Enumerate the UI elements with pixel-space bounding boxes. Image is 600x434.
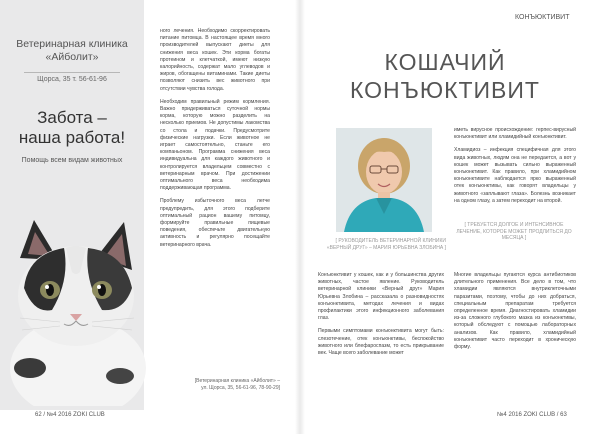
divider: [24, 72, 120, 73]
clinic-address: Щорса, 35 т. 56-61-96: [37, 76, 107, 83]
article-column-3: [454, 127, 576, 211]
doctor-portrait: [336, 128, 432, 232]
paragraph: Конъюнктивит у кошек, как и у большинства других животных, частое явление. Руководитель ветеринарной клиники «Верный друг» Мария Юрьевна Злобина – рассказала о разновидностях конъюнктивита, методах лечения и видах профилактики этого инфекционного заболевания глаз.: [318, 272, 444, 322]
paragraph: ного лечения. Необходимо скорректировать питание питомца. В настоящее время много производителей выпускают диеты для снижения веса кошек. Эти корма богаты протеином и клетчаткой, имеют низкую калорийность, содержат мало углеводов и жиров, обогащены витаминами. Такие диеты позволяют снизить вес животного при отсутствии чувства голода.: [160, 28, 270, 92]
paragraph: Первыми симптомами конъюнктивита могут быть: слезотечение, отек конъюнктивы, беспокойство животного или блефароспазм, то есть прикрывание век. Чаще всего заболевание может: [318, 328, 444, 357]
paragraph: Необходим правильный режим кормления. Важно придерживаться суточной нормы корма, которую можно разделить на несколько приемов. Не допустимы лакомства со стола и подачки. Предусмотрите физические нагрузки. Если животное не играет самостоятельно, станьте его компаньоном. Программа снижения веса индивидуальна для каждого животного и контролируется владельцем совместно с ветеринарным врачом. При достижении оптимального веса необходима поддерживающая программа.: [160, 98, 270, 192]
paragraph: Проблему избыточного веса легче предупредить, для этого подберите оптимальный рацион вашему питомцу, формируйте правильные пищевые поведения, обеспечьте двигательную активность и регулярно посещайте ветеринарного врача.: [160, 198, 270, 248]
pull-quote: [ ТРЕБУЕТСЯ ДОЛГОЕ И ИНТЕНСИВНОЕ ЛЕЧЕНИЕ, КОТОРОЕ МОЖЕТ ПРОДЛИТЬСЯ ДО МЕСЯЦА ]: [456, 222, 572, 241]
paragraph: Хламидиоз – инфекция специфичная для этого вида животных, людям она не передается, а вот у кошек может вызывать сильно выраженный конъюнктивит. Как правило, при хламидийном конъюнктивите наблюдается ярко выраженный отек конъюнктивы, как говорят владельцы у животного «заплывают глаза». Болезнь возникает на одном глазу, а затем переходит на второй.: [454, 147, 576, 204]
page-footer-right: №4 2016 ZOKI CLUB / 63: [497, 412, 567, 418]
ad-slogan: Забота – наша работа!: [18, 108, 126, 147]
photo-caption: [ РУКОВОДИТЕЛЬ ВЕТЕРИНАРНОЙ КЛИНИКИ «ВЕРНЫЙ ДРУГ» – МАРИЯ ЮРЬЕВНА ЗЛОБИНА ]: [326, 238, 446, 251]
section-header: КОНЪЮКТИВИТ: [515, 14, 570, 21]
article-title: КОШАЧИЙ КОНЪЮКТИВИТ: [350, 49, 540, 103]
kitten-image: [0, 218, 150, 406]
page-footer-left: 62 / №4 2016 ZOKI CLUB: [35, 412, 105, 418]
paragraph: Многие владельцы пугаются курса антибиотиков длительного применения. Все дело в том, что хламидии являются внутриклеточными паразитами, поэтому, чтобы до них добраться, специальным препаратам требуется определенное время. Диагностировать хламидии из-за сложного глубокого мазка из конъюнктивы, который обследуют с помощью лабораторных анализов. Как правило, хламидийный конъюнктивит часто переходит в хроническую форму.: [454, 272, 576, 351]
article-column-3-continued: [454, 272, 576, 357]
article-column-2: [318, 272, 444, 363]
page-gutter: [295, 0, 305, 434]
paragraph: иметь вирусное происхождение: герпес-вирусный конъюнктивит или хламидийный конъюнктивит.: [454, 127, 576, 141]
clinic-ad: [0, 0, 144, 410]
clinic-name: Ветеринарная клиника «Айболит»: [16, 38, 128, 63]
clinic-caption: [Ветеринарная клиника «Айболит» – ул. Щорса, 35, 56-61-96, 78-90-29]: [194, 378, 280, 391]
ad-subline: Помощь всем видам животных: [21, 157, 123, 164]
left-article-column: [160, 28, 270, 255]
